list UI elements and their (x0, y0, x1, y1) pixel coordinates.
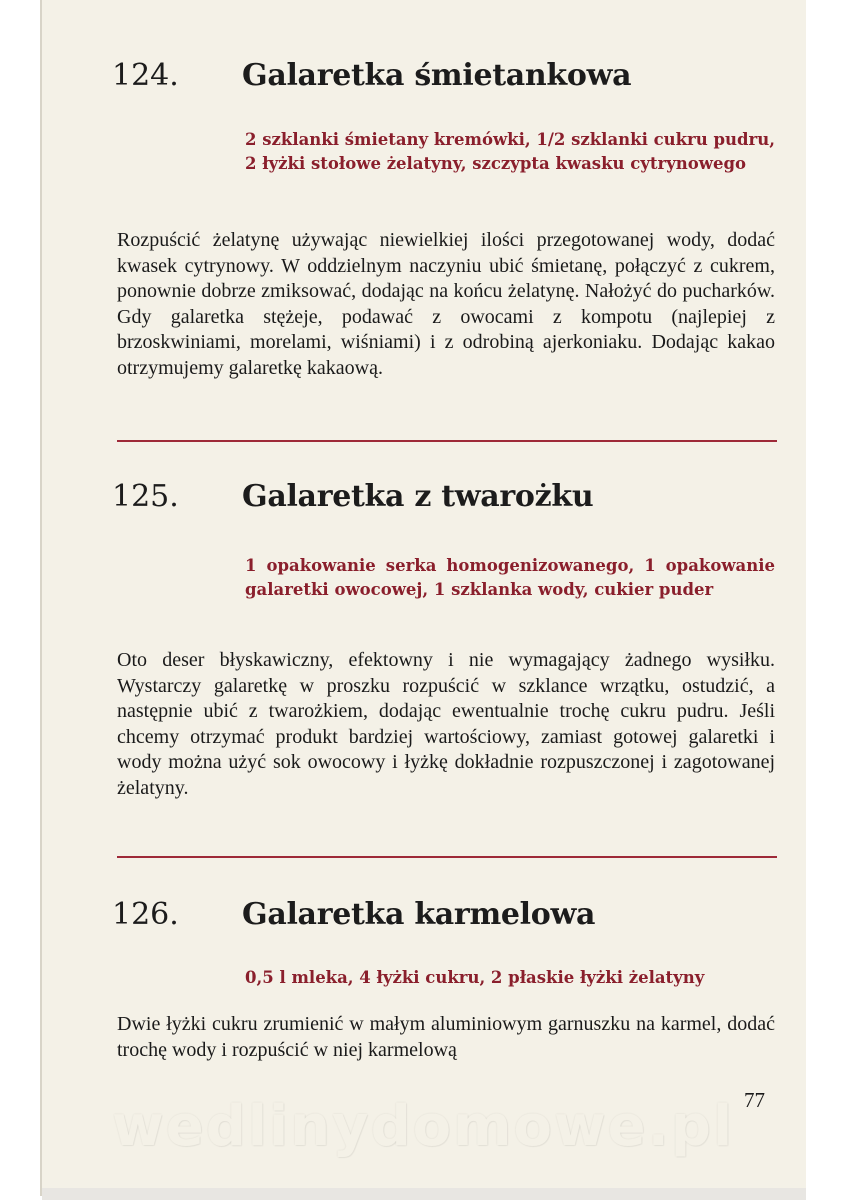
recipe-heading (112, 58, 631, 93)
recipe-instructions: Rozpuścić żelatynę używając niewielkiej ilości przegotowanej wody, dodać kwasek cytrynowy. W oddzielnym naczyniu ubić śmietanę, połączyć z cukrem, ponownie dobrze zmiksować, dodając na końcu żelatynę. Nałożyć do pucharków. Gdy galaretka stężeje, podawać z owocami z kompotu (najlepiej z brzoskwiniami, morelami, wiśniami) i z odrobiną ajerkoniaku. Dodając kakao otrzymujemy galaretkę kakaową. (117, 229, 775, 379)
recipe-number: 126. (112, 897, 179, 932)
recipe-instructions: Oto deser błyskawiczny, efektowny i nie wymagający żadnego wysiłku. Wystarczy galaretkę w proszku rozpuścić w szklance wrzątku, ostudzić, a następnie ubić z twarożkiem, dodając ewentualnie trochę cukru pudru. Jeśli chcemy otrzymać produkt bardziej wartościowy, zamiast gotowej galaretki i wody można użyć sok owocowy i łyżkę dokładnie rozpuszczonej i zagotowanej żelatyny. (117, 649, 775, 799)
recipe-title: Galaretka z twarożku (242, 479, 594, 514)
section-divider (117, 856, 777, 858)
watermark: wedlinydomowe.pl (112, 1094, 735, 1159)
ingredients-list: 1 opakowanie serka homogenizowanego, 1 opakowanie galaretki owocowej, 1 szklanka wody, cukier puder (245, 556, 775, 599)
page-bottom-edge (42, 1188, 806, 1200)
ingredients-list: 2 szklanki śmietany kremówki, 1/2 szklanki cukru pudru, 2 łyżki stołowe żelatyny, szczypta kwasku cytrynowego (245, 130, 775, 173)
recipe-heading (112, 479, 593, 514)
recipe-heading (112, 897, 595, 932)
recipe-instructions: Dwie łyżki cukru zrumienić w małym aluminiowym garnuszku na karmel, dodać trochę wody i rozpuścić w niej karmelową (117, 1013, 775, 1061)
recipe-title: Galaretka śmietankowa (242, 58, 632, 93)
book-page (42, 0, 806, 1196)
recipe-number: 125. (112, 479, 179, 514)
section-divider (117, 440, 777, 442)
ingredients-list: 0,5 l mleka, 4 łyżki cukru, 2 płaskie łyżki żelatyny (245, 968, 705, 987)
page-number: 77 (744, 1088, 765, 1112)
recipe-number: 124. (112, 58, 179, 93)
recipe-title: Galaretka karmelowa (242, 897, 596, 932)
